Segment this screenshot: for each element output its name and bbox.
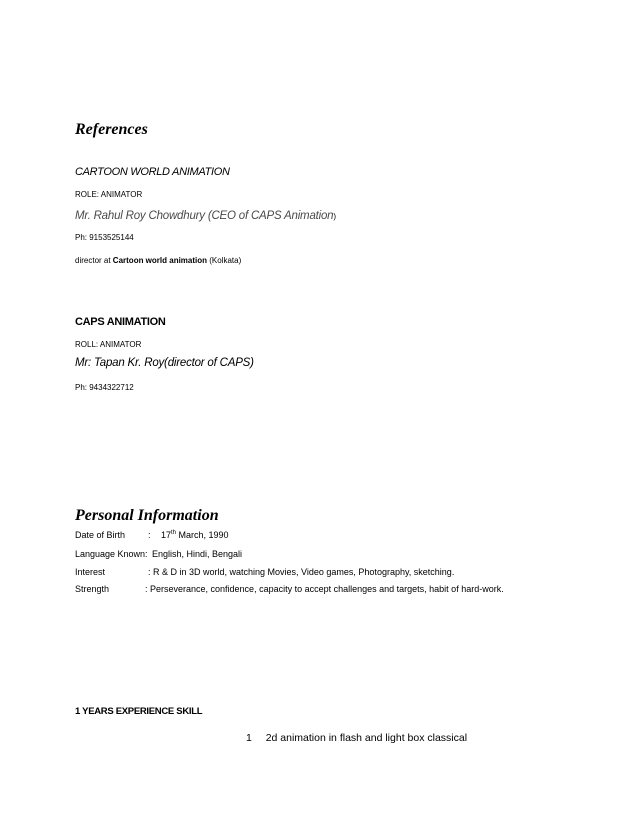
ref2-role: ROLL: ANIMATOR bbox=[75, 340, 142, 349]
personal-info-heading: Personal Information bbox=[75, 507, 219, 524]
ref1-person-paren: ) bbox=[333, 212, 337, 221]
dob-colon: : bbox=[148, 530, 151, 540]
dob-label: Date of Birth bbox=[75, 530, 126, 540]
ref1-detail bbox=[75, 256, 241, 265]
ref1-role: ROLE: ANIMATOR bbox=[75, 190, 143, 199]
interest-label: Interest bbox=[75, 567, 106, 577]
dob-rest: March, 1990 bbox=[176, 530, 229, 540]
ref1-detail-prefix: director at bbox=[75, 256, 113, 265]
skill-item bbox=[246, 732, 467, 744]
ref1-detail-company: Cartoon world animation bbox=[112, 256, 208, 265]
dob-value bbox=[161, 530, 229, 540]
interest-value: : R & D in 3D world, watching Movies, Video games, Photography, sketching. bbox=[148, 567, 455, 577]
strength-row bbox=[0, 584, 638, 598]
skill-item-text: 2d animation in flash and light box classical bbox=[265, 732, 468, 744]
dob-row bbox=[0, 530, 638, 544]
language-label: Language Known: bbox=[75, 549, 148, 559]
interest-row bbox=[0, 567, 638, 581]
references-heading: References bbox=[75, 121, 148, 138]
ref1-detail-suffix: (Kolkata) bbox=[207, 256, 242, 265]
ref2-company: CAPS ANIMATION bbox=[75, 316, 166, 328]
dob-day: 17 bbox=[161, 530, 172, 540]
dob-suffix: th bbox=[171, 530, 177, 536]
ref1-person-name: Mr. Rahul Roy Chowdhury (CEO of CAPS Animation bbox=[75, 210, 334, 222]
ref1-company: CARTOON WORLD ANIMATION bbox=[75, 166, 230, 178]
strength-value: : Perseverance, confidence, capacity to accept challenges and targets, habit of hard-work. bbox=[145, 584, 504, 594]
skill-item-number: 1 bbox=[246, 732, 252, 744]
ref1-phone: Ph: 9153525144 bbox=[75, 233, 134, 242]
skills-heading: 1 YEARS EXPERIENCE SKILL bbox=[75, 706, 203, 717]
strength-label: Strength bbox=[75, 584, 110, 594]
language-row bbox=[0, 549, 638, 563]
ref2-person: Mr: Tapan Kr. Roy(director of CAPS) bbox=[75, 357, 254, 369]
ref1-person bbox=[75, 206, 336, 224]
language-value: English, Hindi, Bengali bbox=[152, 549, 243, 559]
ref2-phone: Ph: 9434322712 bbox=[75, 383, 134, 392]
